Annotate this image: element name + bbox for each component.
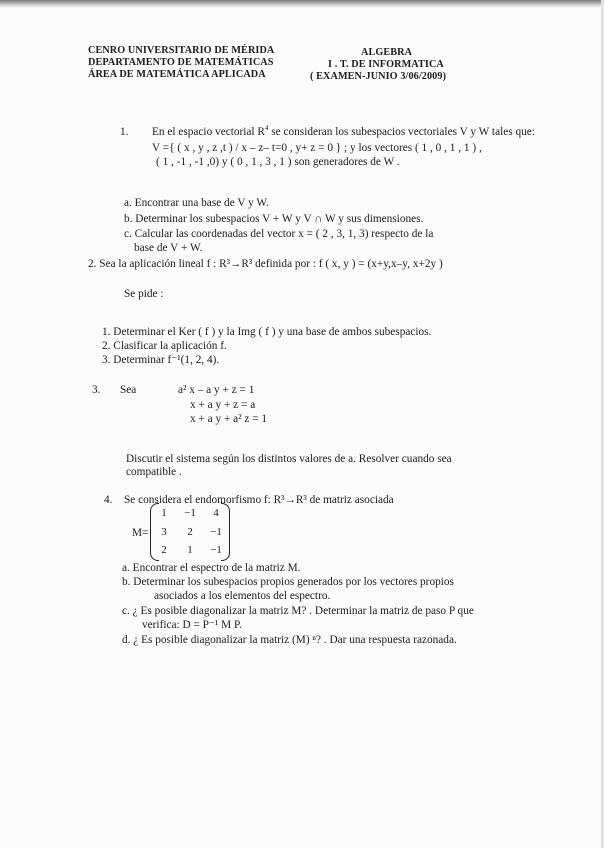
scan-shadow xyxy=(0,0,604,8)
q2-statement: 2. Sea la aplicación lineal f : R³→R³ definida por : f ( x, y ) = (x+y,x–y, x+2y ) xyxy=(88,258,443,270)
matrix-cell: 4 xyxy=(213,507,219,519)
q1-item-b: b. Determinar los subespacios V + W y V ∩ W y sus dimensiones. xyxy=(124,213,424,225)
q1-item-c-line2: base de V + W. xyxy=(134,242,203,254)
matrix-cell: −1 xyxy=(210,544,222,556)
q4-item-c-line1: c. ¿ Es posible diagonalizar la matriz M? . Determinar la matriz de paso P que xyxy=(122,605,474,617)
q3-discussion-line2: compatible . xyxy=(126,466,182,478)
q1-number: 1. xyxy=(120,126,129,138)
q3-equation-1: a² x – a y + z = 1 xyxy=(178,384,255,396)
q2-se-pide: Se pide : xyxy=(124,288,164,300)
header-area: ÁREA DE MATEMÁTICA APLICADA xyxy=(88,69,266,80)
matrix-cell: 1 xyxy=(187,544,193,556)
header-institution: CENRO UNIVERSITARIO DE MÉRIDA xyxy=(88,45,275,56)
q4-number: 4. xyxy=(104,494,113,506)
q4-matrix-label: M= xyxy=(132,527,149,539)
q4-item-b-line1: b. Determinar los subespacios propios generados por los vectores propios xyxy=(122,576,454,588)
q1-statement-line2: V ={ ( x , y , z ,t ) / x – z– t=0 , y+ z = 0 } ; y los vectores ( 1 , 0 , 1 , 1 ) , xyxy=(152,142,482,154)
q4-item-c-line2: verifica: D = P⁻¹ M P. xyxy=(142,619,242,631)
q4-intro: Se considera el endomorfismo f: R³→R³ de matriz asociada xyxy=(124,494,394,506)
matrix-cell: 1 xyxy=(161,507,167,519)
q3-sea: Sea xyxy=(120,384,137,396)
q4-item-b-line2: asociados a los elementos del espectro. xyxy=(154,590,331,602)
matrix-cell: 2 xyxy=(187,526,193,538)
header-degree: I . T. DE INFORMATICA xyxy=(328,59,444,70)
q2-item-1: 1. Determinar el Ker ( f ) y la Img ( f ) y una base de ambos subespacios. xyxy=(102,326,432,338)
q4-item-a: a. Encontrar el espectro de la matriz M. xyxy=(122,562,301,574)
matrix-cell: 2 xyxy=(161,544,167,556)
q1-item-a: a. Encontrar una base de V y W. xyxy=(124,197,269,209)
q3-number: 3. xyxy=(92,384,101,396)
matrix-M xyxy=(150,503,230,559)
matrix-cell: −1 xyxy=(184,507,196,519)
q1-statement-line3: ( 1 , -1 , -1 ,0) y ( 0 , 1 , 3 , 1 ) son generadores de W . xyxy=(156,156,400,168)
header-exam-date: ( EXAMEN-JUNIO 3/06/2009) xyxy=(310,71,447,82)
q3-equation-2: x + a y + z = a xyxy=(190,399,256,411)
q1-statement-line1: En el espacio vectorial $R^4$ se consideran los subespacios vectoriales V y W tales que: xyxy=(152,124,535,138)
q2-item-3: 3. Determinar f⁻¹(1, 2, 4). xyxy=(102,354,220,366)
header-subject: ALGEBRA xyxy=(361,47,413,58)
q3-discussion-line1: Discutir el sistema según los distintos valores de a. Resolver cuando sea xyxy=(126,453,452,465)
q2-item-2: 2. Clasificar la aplicación f. xyxy=(102,340,227,352)
header-department: DEPARTAMENTO DE MATEMÁTICAS xyxy=(88,57,274,68)
matrix-cell: −1 xyxy=(210,526,222,538)
matrix-cell: 3 xyxy=(161,526,167,538)
q1-item-c-line1: c. Calcular las coordenadas del vector x = ( 2 , 3, 1, 3) respecto de la xyxy=(124,228,434,240)
q4-item-d: d. ¿ Es posible diagonalizar la matriz (M) ⁿ? . Dar una respuesta razonada. xyxy=(122,634,457,646)
q3-equation-3: x + a y + a² z = 1 xyxy=(190,413,268,425)
